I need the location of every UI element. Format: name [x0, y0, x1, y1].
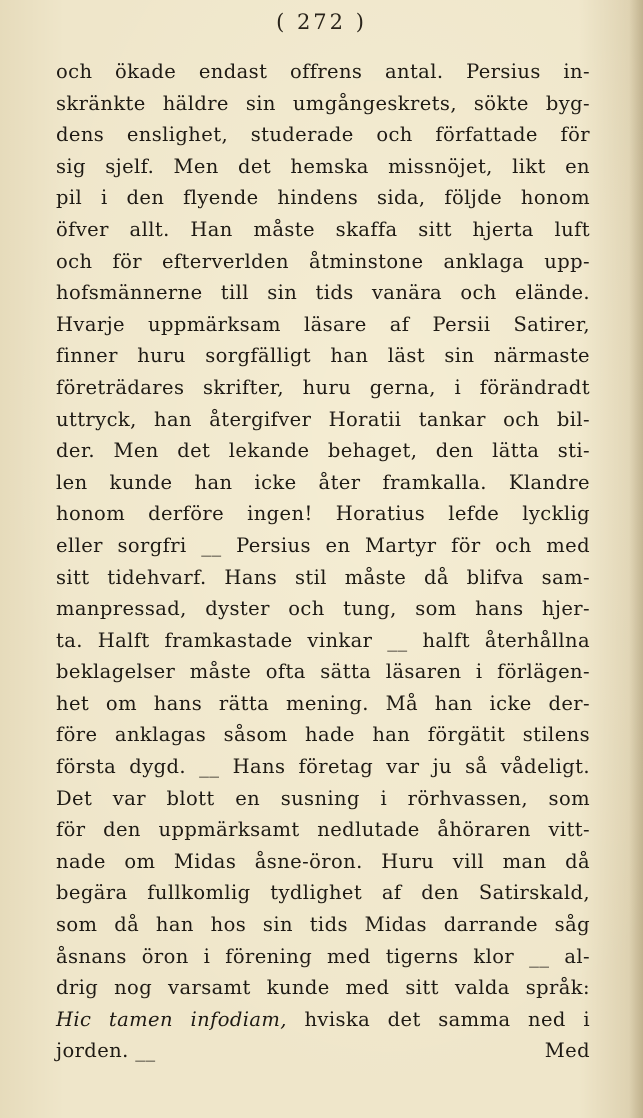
text-line: Det var blott en susning i rörhvassen, som [56, 786, 590, 810]
text-line: finner huru sorgfälligt han läst sin närmaste [56, 344, 590, 368]
text-line: manpressad, dyster och tung, som hans hjer- [56, 597, 590, 621]
final-line-text: jorden. __ [56, 1039, 156, 1063]
catchword: Med [544, 1039, 590, 1063]
text-line: begära fullkomlig tydlighet af den Satirskald, [56, 881, 590, 905]
text-line: beklagelser måste ofta sätta läsaren i förlägen- [56, 660, 590, 684]
page-edge-shadow [629, 0, 643, 1118]
text-line: och för efterverlden åtminstone anklaga upp- [56, 249, 590, 273]
text-line: Hvarje uppmärksam läsare af Persii Satirer, [56, 312, 590, 336]
text-line: sitt tidehvarf. Hans stil måste då blifva sam- [56, 565, 590, 589]
text-line-final [56, 1035, 590, 1067]
text-line: het om hans rätta mening. Må han icke der- [56, 691, 590, 715]
page-number: ( 272 ) [276, 10, 367, 34]
text-line: som då han hos sin tids Midas darrande såg [56, 913, 590, 937]
latin-quote: Hic tamen infodiam, [56, 1007, 287, 1031]
text-line: första dygd. __ Hans företag var ju så vådeligt. [56, 755, 590, 779]
text-line: pil i den flyende hindens sida, följde honom [56, 186, 590, 210]
text-line: eller sorgfri __ Persius en Martyr för och med [56, 533, 590, 557]
text-line: åsnans öron i förening med tigerns klor __ al- [56, 944, 590, 968]
text-line: sig sjelf. Men det hemska missnöjet, likt en [56, 154, 590, 178]
text-line: hofsmännerne till sin tids vanära och elände. [56, 281, 590, 305]
text-line: öfver allt. Han måste skaffa sitt hjerta luft [56, 217, 590, 241]
quote-continuation: hviska det samma ned i [304, 1007, 590, 1031]
text-line: nade om Midas åsne-öron. Huru vill man då [56, 849, 590, 873]
text-line-latin-quote [56, 1004, 590, 1036]
text-line: der. Men det lekande behaget, den lätta sti- [56, 439, 590, 463]
text-line: uttryck, han återgifver Horatii tankar och bil- [56, 407, 590, 431]
text-line: företrädares skrifter, huru gerna, i förändradt [56, 375, 590, 399]
body-text [56, 56, 590, 1067]
text-line: len kunde han icke åter framkalla. Klandre [56, 470, 590, 494]
text-line: skränkte häldre sin umgångeskrets, sökte byg- [56, 91, 590, 115]
text-line: ta. Halft framkastade vinkar __ halft återhållna [56, 628, 590, 652]
text-line: honom derföre ingen! Horatius lefde lycklig [56, 502, 590, 526]
text-line: för den uppmärksamt nedlutade åhöraren vitt- [56, 818, 590, 842]
text-line: drig nog varsamt kunde med sitt valda språk: [56, 976, 590, 1000]
text-line: före anklagas såsom hade han förgätit stilens [56, 723, 590, 747]
text-line: dens enslighet, studerade och författade för [56, 123, 590, 147]
text-line: och ökade endast offrens antal. Persius in- [56, 60, 590, 83]
